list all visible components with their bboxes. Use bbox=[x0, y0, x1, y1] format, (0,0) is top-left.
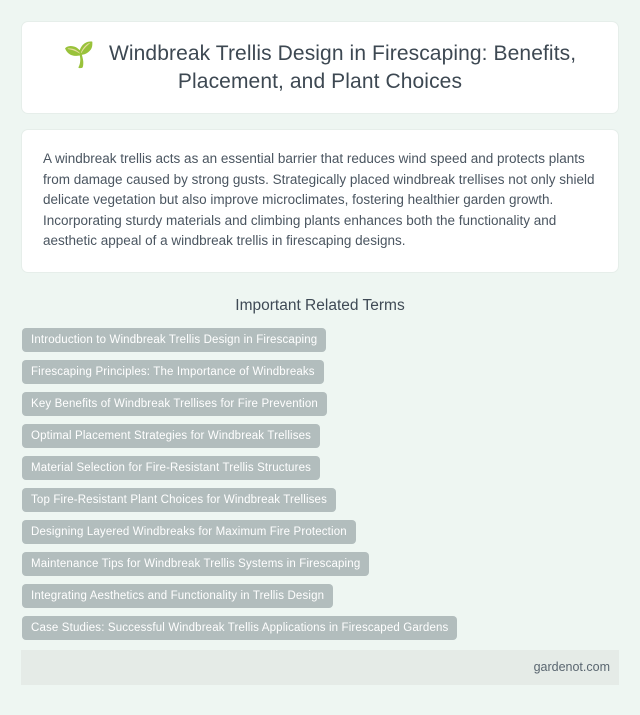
related-terms-list bbox=[22, 328, 619, 640]
related-term-pill[interactable]: Top Fire-Resistant Plant Choices for Windbreak Trellises bbox=[22, 488, 336, 512]
footer-spacer bbox=[21, 640, 619, 650]
page-title: Windbreak Trellis Design in Firescaping: Benefits, Placement, and Plant Choices bbox=[108, 41, 577, 93]
related-term-pill[interactable]: Maintenance Tips for Windbreak Trellis Systems in Firescaping bbox=[22, 552, 369, 576]
related-term-pill[interactable]: Case Studies: Successful Windbreak Trellis Applications in Firescaped Gardens bbox=[22, 616, 457, 640]
related-term-pill[interactable]: Introduction to Windbreak Trellis Design in Firescaping bbox=[22, 328, 326, 352]
related-term-pill[interactable]: Firescaping Principles: The Importance of Windbreaks bbox=[22, 360, 324, 384]
related-term-pill[interactable]: Designing Layered Windbreaks for Maximum Fire Protection bbox=[22, 520, 356, 544]
title-row bbox=[48, 40, 592, 96]
description-card bbox=[21, 129, 619, 273]
related-terms-heading: Important Related Terms bbox=[235, 296, 405, 314]
seedling-icon: 🌱 bbox=[63, 40, 95, 69]
footer-site-name: gardenot.com bbox=[533, 660, 610, 675]
related-term-pill[interactable]: Material Selection for Fire-Resistant Trellis Structures bbox=[22, 456, 320, 480]
related-term-pill[interactable]: Key Benefits of Windbreak Trellises for Fire Prevention bbox=[22, 392, 327, 416]
related-term-pill[interactable]: Optimal Placement Strategies for Windbreak Trellises bbox=[22, 424, 320, 448]
title-card bbox=[21, 21, 619, 114]
description-text: A windbreak trellis acts as an essential barrier that reduces wind speed and protects plants from damage caused by strong gusts. Strategically placed windbreak trellises not only shield delicate vegetation but also improve microclimates, fostering healthier garden growth. Incorporating sturdy materials and climbing plants enhances both the functionality and aesthetic appeal of a windbreak trellis in firescaping designs. bbox=[43, 151, 595, 249]
footer-bar bbox=[21, 650, 619, 685]
related-term-pill[interactable]: Integrating Aesthetics and Functionality in Trellis Design bbox=[22, 584, 333, 608]
